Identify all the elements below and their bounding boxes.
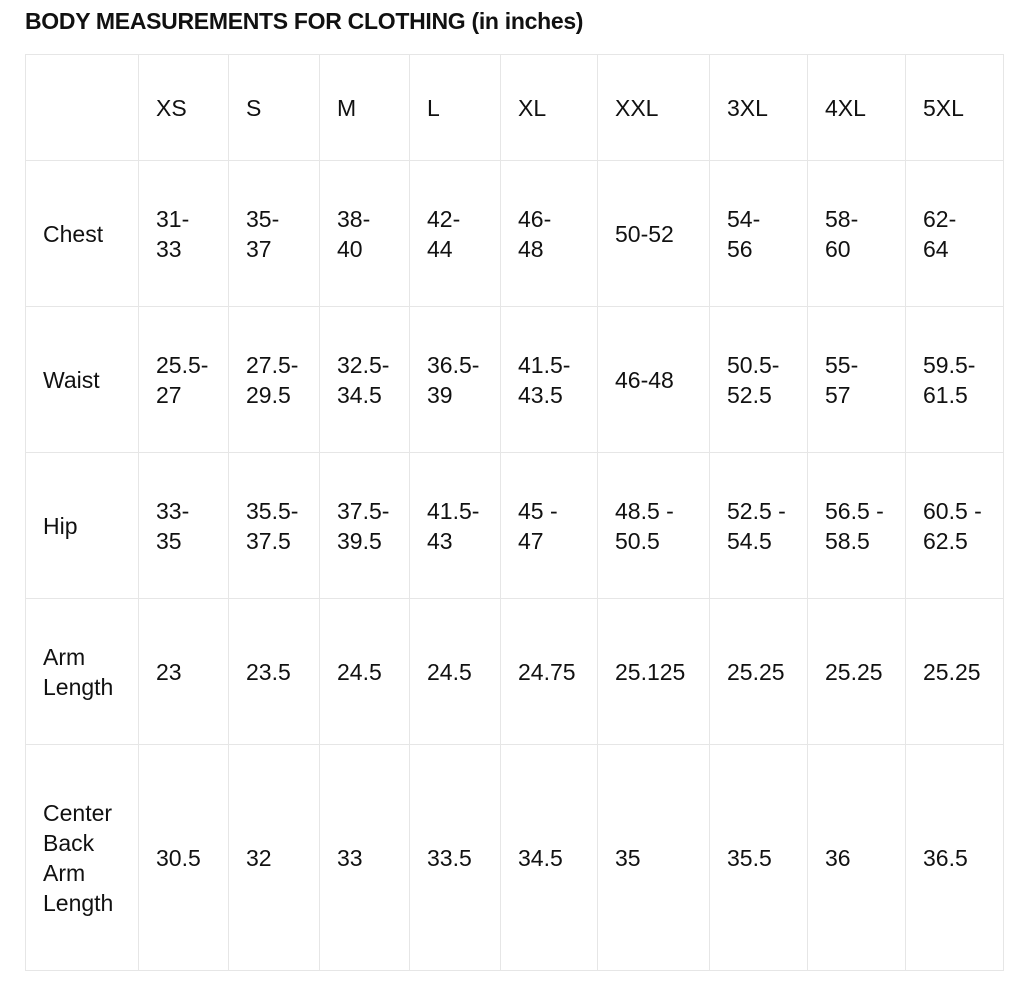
measurement-value: 61.5 xyxy=(923,381,968,408)
measurement-value: 33 xyxy=(337,844,363,871)
measurement-label: Chest xyxy=(43,220,104,247)
measurement-value-cell xyxy=(906,745,1004,971)
measurement-value: 60 xyxy=(825,235,851,262)
measurement-value: 37.5 xyxy=(246,527,291,554)
measurement-value: 33 xyxy=(156,235,182,262)
measurement-value: 33- xyxy=(156,497,190,524)
measurement-value-cell xyxy=(139,599,229,745)
measurement-value-cell xyxy=(139,453,229,599)
measurement-value: 29.5 xyxy=(246,381,291,408)
measurement-value-cell xyxy=(906,307,1004,453)
measurement-value: 59.5- xyxy=(923,351,976,378)
size-header-cell: S xyxy=(229,55,320,161)
measurement-value-cell xyxy=(320,307,410,453)
measurement-value-cell xyxy=(598,453,710,599)
measurement-value: 25.25 xyxy=(727,658,785,685)
measurement-value-cell xyxy=(410,307,501,453)
size-header-cell: M xyxy=(320,55,410,161)
measurement-value: 39 xyxy=(427,381,453,408)
size-chart-table xyxy=(25,54,1004,971)
size-header-cell: 3XL xyxy=(710,55,808,161)
measurement-value: 43 xyxy=(427,527,453,554)
size-header-row xyxy=(26,55,1004,161)
measurement-label: Arm xyxy=(43,859,86,886)
size-header-cell: XS xyxy=(139,55,229,161)
measurement-value: 32 xyxy=(246,844,272,871)
measurement-label: Length xyxy=(43,673,114,700)
measurement-label-cell xyxy=(26,307,139,453)
measurement-value: 62.5 xyxy=(923,527,968,554)
measurement-value-cell xyxy=(710,161,808,307)
measurement-value: 37.5- xyxy=(337,497,390,524)
measurement-value: 50.5- xyxy=(727,351,780,378)
measurement-value-cell xyxy=(139,161,229,307)
measurement-value: 34.5 xyxy=(337,381,382,408)
measurement-value: 52.5 - xyxy=(727,497,786,524)
measurement-value: 56.5 - xyxy=(825,497,884,524)
measurement-value-cell xyxy=(139,307,229,453)
measurement-value: 25.25 xyxy=(825,658,883,685)
measurement-value-cell xyxy=(501,745,598,971)
measurement-label-cell xyxy=(26,745,139,971)
measurement-row xyxy=(26,453,1004,599)
measurement-value: 34.5 xyxy=(518,844,563,871)
measurement-value: 35.5- xyxy=(246,497,299,524)
measurement-value: 45 - xyxy=(518,497,558,524)
measurement-value-cell xyxy=(501,307,598,453)
measurement-value-cell xyxy=(229,745,320,971)
measurement-value: 24.5 xyxy=(427,658,472,685)
measurement-value-cell xyxy=(229,453,320,599)
measurement-value-cell xyxy=(808,745,906,971)
measurement-value: 46-48 xyxy=(615,366,674,393)
measurement-label: Length xyxy=(43,889,114,916)
measurement-row xyxy=(26,161,1004,307)
measurement-value-cell xyxy=(229,161,320,307)
measurement-value-cell xyxy=(320,599,410,745)
measurement-label-cell xyxy=(26,599,139,745)
measurement-value-cell xyxy=(710,745,808,971)
measurement-value: 40 xyxy=(337,235,363,262)
size-header-cell: XXL xyxy=(598,55,710,161)
measurement-value: 24.75 xyxy=(518,658,576,685)
measurement-value: 27.5- xyxy=(246,351,299,378)
measurement-label: Hip xyxy=(43,512,78,539)
measurement-row xyxy=(26,307,1004,453)
measurement-value: 35- xyxy=(246,205,280,232)
measurement-value-cell xyxy=(808,161,906,307)
measurement-value-cell xyxy=(501,599,598,745)
measurement-label: Back xyxy=(43,829,95,856)
measurement-value-cell xyxy=(320,161,410,307)
measurement-value-cell xyxy=(598,161,710,307)
measurement-value: 36 xyxy=(825,844,851,871)
measurement-value-cell xyxy=(410,453,501,599)
measurement-value: 48 xyxy=(518,235,544,262)
measurement-value: 56 xyxy=(727,235,753,262)
measurement-value: 50-52 xyxy=(615,220,674,247)
measurement-value: 42- xyxy=(427,205,461,232)
measurement-value: 55- xyxy=(825,351,859,378)
measurement-value-cell xyxy=(808,599,906,745)
measurement-label-cell xyxy=(26,453,139,599)
measurement-value: 48.5 - xyxy=(615,497,674,524)
measurement-value: 52.5 xyxy=(727,381,772,408)
measurement-value-cell xyxy=(501,161,598,307)
measurement-value: 35 xyxy=(156,527,182,554)
measurement-label: Waist xyxy=(43,366,100,393)
measurement-value: 54.5 xyxy=(727,527,772,554)
size-header-cell: 4XL xyxy=(808,55,906,161)
measurement-value-cell xyxy=(906,599,1004,745)
measurement-value: 23.5 xyxy=(246,658,291,685)
measurement-label: Arm xyxy=(43,643,86,670)
measurement-value: 43.5 xyxy=(518,381,563,408)
measurement-label-cell xyxy=(26,161,139,307)
measurement-value: 30.5 xyxy=(156,844,201,871)
measurement-value-cell xyxy=(906,161,1004,307)
measurement-value: 47 xyxy=(518,527,544,554)
measurement-value: 24.5 xyxy=(337,658,382,685)
measurement-value: 41.5- xyxy=(427,497,480,524)
measurement-value-cell xyxy=(598,599,710,745)
measurement-value: 64 xyxy=(923,235,949,262)
corner-cell xyxy=(26,55,139,161)
measurement-value-cell xyxy=(410,599,501,745)
measurement-value-cell xyxy=(410,745,501,971)
page-title: BODY MEASUREMENTS FOR CLOTHING (in inches) xyxy=(25,8,584,34)
measurement-value: 57 xyxy=(825,381,851,408)
size-header-cell: 5XL xyxy=(906,55,1004,161)
measurement-row xyxy=(26,745,1004,971)
measurement-value: 23 xyxy=(156,658,182,685)
measurement-value: 37 xyxy=(246,235,272,262)
measurement-value-cell xyxy=(710,599,808,745)
measurement-value-cell xyxy=(229,599,320,745)
measurement-value: 35 xyxy=(615,844,641,871)
measurement-value: 32.5- xyxy=(337,351,390,378)
measurement-value: 41.5- xyxy=(518,351,571,378)
measurement-value-cell xyxy=(139,745,229,971)
measurement-value: 25.125 xyxy=(615,658,686,685)
measurement-value-cell xyxy=(320,745,410,971)
measurement-value: 50.5 xyxy=(615,527,660,554)
measurement-value: 33.5 xyxy=(427,844,472,871)
measurement-value: 25.5- xyxy=(156,351,209,378)
measurement-value-cell xyxy=(320,453,410,599)
measurement-value: 25.25 xyxy=(923,658,981,685)
measurement-value-cell xyxy=(598,307,710,453)
measurement-value-cell xyxy=(598,745,710,971)
measurement-value-cell xyxy=(710,453,808,599)
measurement-value: 62- xyxy=(923,205,957,232)
measurement-value: 54- xyxy=(727,205,761,232)
size-header-cell: XL xyxy=(501,55,598,161)
measurement-value-cell xyxy=(501,453,598,599)
measurement-value: 35.5 xyxy=(727,844,772,871)
measurement-value-cell xyxy=(710,307,808,453)
measurement-value: 31- xyxy=(156,205,190,232)
measurement-value-cell xyxy=(229,307,320,453)
measurement-value: 46- xyxy=(518,205,552,232)
measurement-value: 36.5- xyxy=(427,351,480,378)
measurement-value: 36.5 xyxy=(923,844,968,871)
measurement-value: 58.5 xyxy=(825,527,870,554)
measurement-value: 58- xyxy=(825,205,859,232)
measurement-value: 38- xyxy=(337,205,371,232)
measurement-value-cell xyxy=(808,307,906,453)
size-header-cell: L xyxy=(410,55,501,161)
measurement-row xyxy=(26,599,1004,745)
measurement-value: 27 xyxy=(156,381,182,408)
measurement-value-cell xyxy=(906,453,1004,599)
measurement-value: 60.5 - xyxy=(923,497,982,524)
measurement-label: Center xyxy=(43,799,113,826)
measurement-value-cell xyxy=(808,453,906,599)
measurement-value: 39.5 xyxy=(337,527,382,554)
measurement-value: 44 xyxy=(427,235,453,262)
measurement-value-cell xyxy=(410,161,501,307)
